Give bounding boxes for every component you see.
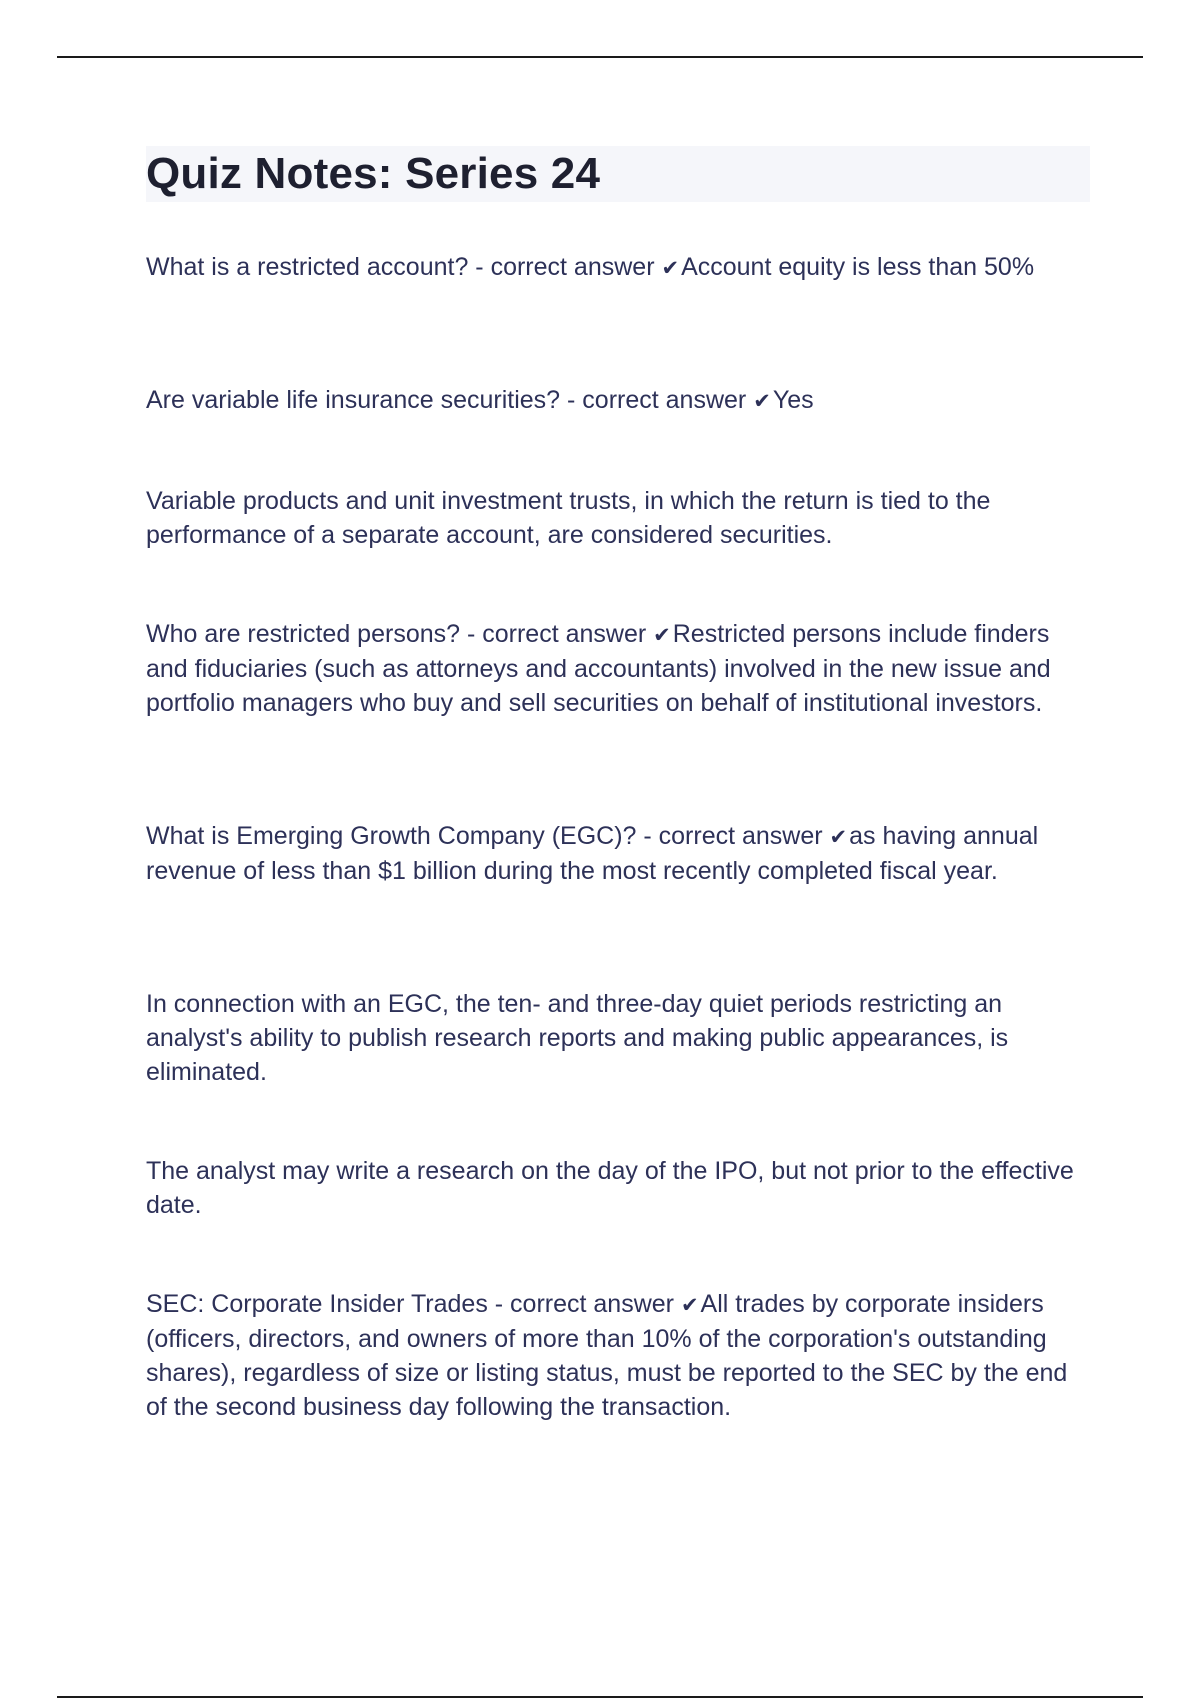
answer-text: as having annual revenue of less than $1 billion during the most recently completed fiscal year. — [146, 822, 1039, 885]
check-mark-icon: ✔ — [829, 825, 848, 849]
answer-text: All trades by corporate insiders (officers, directors, and owners of more than 10% of the corporation's outstanding shares), regardless of size or listing status, must be reported to the SEC by the end of the second business day following the transaction. — [146, 1290, 1068, 1421]
page-title: Quiz Notes: Series 24 — [146, 149, 601, 198]
answer-text: Yes — [772, 386, 814, 414]
answer-text: Account equity is less than 50% — [681, 253, 1035, 281]
title-band — [146, 146, 1090, 202]
qa-entry — [146, 617, 1090, 720]
document-body — [146, 146, 1090, 1421]
check-mark-icon: ✔ — [680, 1293, 699, 1317]
check-mark-icon: ✔ — [661, 256, 680, 280]
note-paragraph: Variable products and unit investment trusts, in which the return is tied to the performance of a separate account, are considered securities. — [146, 487, 991, 549]
question-text: Are variable life insurance securities? - correct answer — [146, 386, 754, 414]
check-mark-icon: ✔ — [653, 623, 671, 647]
question-text: What is Emerging Growth Company (EGC)? - correct answer — [146, 822, 830, 850]
note-paragraph: In connection with an EGC, the ten- and three-day quiet periods restricting an analyst's ability to publish research reports and making public appearances, is eliminated. — [146, 990, 1009, 1086]
question-text: What is a restricted account? - correct answer — [146, 253, 662, 281]
top-rule — [57, 56, 1143, 58]
qa-entry — [146, 250, 1090, 285]
bottom-rule — [57, 1696, 1143, 1698]
check-mark-icon: ✔ — [753, 389, 771, 413]
question-text: SEC: Corporate Insider Trades - correct answer — [146, 1290, 681, 1318]
answer-text: Restricted persons include finders and fiduciaries (such as attorneys and accountants) involved in the new issue and portfolio managers who buy and sell securities on behalf of institutional investors. — [146, 620, 1051, 717]
note-paragraph: The analyst may write a research on the day of the IPO, but not prior to the effective date. — [146, 1157, 1074, 1219]
question-text: Who are restricted persons? - correct answer — [146, 620, 654, 648]
qa-entry — [146, 819, 1090, 888]
qa-entry — [146, 1287, 1090, 1424]
qa-entry — [146, 383, 1090, 418]
